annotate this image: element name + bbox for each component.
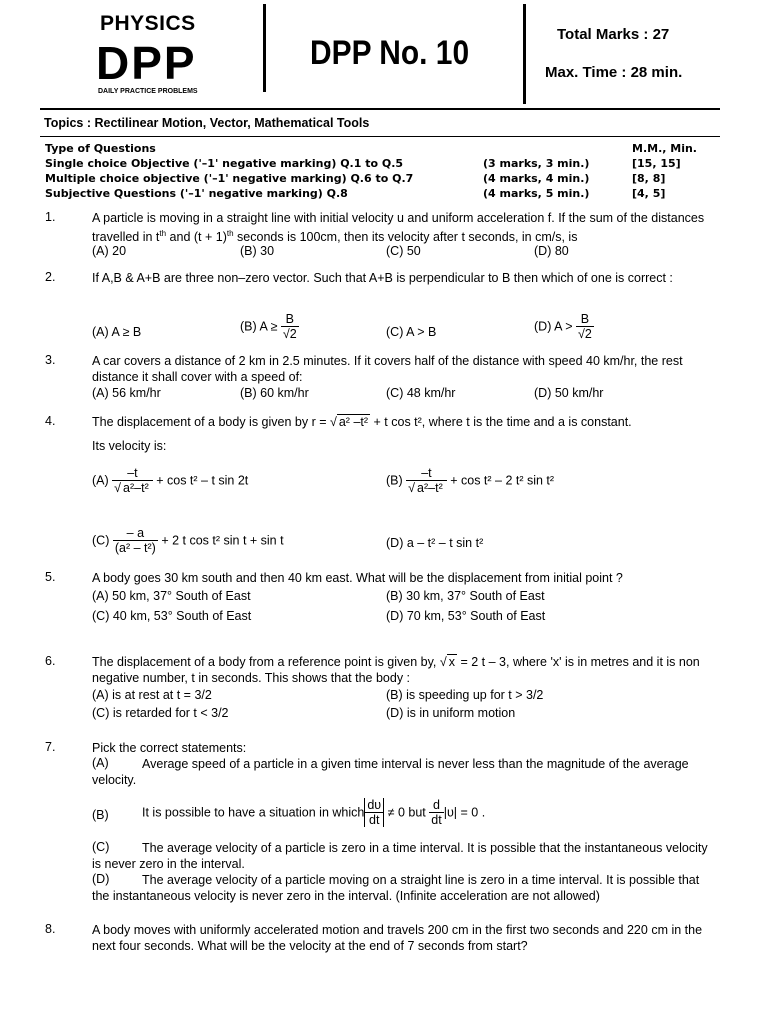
q7-statement-a: Average speed of a particle in a given time interval is never less than the magnitude of the average velocity. [92,757,689,787]
q4-option-d: (D) a – t² – t sin t² [386,536,484,550]
question-4-text-line2: Its velocity is: [92,439,167,453]
question-7-text: Pick the correct statements: [92,741,247,755]
q2-option-c: (C) A > B [386,325,437,339]
question-number: 1. [45,210,56,224]
brand-logo: DPP [96,37,197,89]
q3-option-c: (C) 48 km/hr [386,386,456,400]
question-number: 2. [45,270,56,284]
type-table-head-mm: M.M., Min. [632,142,697,155]
question-3-text: A car covers a distance of 2 km in 2.5 minutes. If it covers half of the distance with speed 40 km/hr, the rest distance it shall cover with a speed of: [92,354,683,384]
q2-option-b: (B) A ≥ $\frac{B}{√2}$ [240,312,297,341]
q3-option-a: (A) 56 km/hr [92,386,161,400]
q6-option-a: (A) is at rest at t = 3/2 [92,688,212,702]
q5-option-d: (D) 70 km, 53° South of East [386,609,546,623]
type-table-head: Type of Questions [45,142,156,155]
q7-statement-b-label: (B) [92,808,109,822]
q3-option-b: (B) 60 km/hr [240,386,309,400]
topics-line: Topics : Rectilinear Motion, Vector, Mathematical Tools [44,116,370,130]
header-divider-left [263,4,266,92]
question-number: 4. [45,414,56,428]
question-5-text: A body goes 30 km south and then 40 km east. What will be the displacement from initial point ? [92,571,623,585]
q5-option-a: (A) 50 km, 37° South of East [92,589,251,603]
q6-option-d: (D) is in uniform motion [386,706,516,720]
question-number: 5. [45,570,56,584]
header-divider-right [523,4,526,104]
q1-option-b: (B) 30 [240,244,275,258]
q6-option-b: (B) is speeding up for t > 3/2 [386,688,544,702]
type-row-label: Multiple choice objective ('–1' negative marking) Q.6 to Q.7 [45,172,414,185]
q1-option-c: (C) 50 [386,244,421,258]
q2-option-d: (D) A > $\frac{B}{√2}$ [534,312,592,341]
q7-statement-d-label: (D) [92,872,110,886]
dpp-number: DPP No. 10 [310,34,470,72]
q2-option-a: (A) A ≥ B [92,325,142,339]
header-rule [40,108,720,110]
q3-option-d: (D) 50 km/hr [534,386,604,400]
question-number: 7. [45,740,56,754]
q7-statement-c: The average velocity of a particle is zero in a time interval. It is possible that the instantaneous velocity is never zero in the interval. [92,841,708,871]
type-row-label: Single choice Objective ('–1' negative marking) Q.1 to Q.5 [45,157,404,170]
q5-option-c: (C) 40 km, 53° South of East [92,609,252,623]
q1-option-a: (A) 20 [92,244,127,258]
topics-rule [40,136,720,137]
q7-statement-a-label: (A) [92,756,109,770]
q4-option-a: (A) $\frac{-t}{\text{√ a²–t²}}$ + cos t² – t sin 2t [92,466,249,495]
brand-subtitle: DAILY PRACTICE PROBLEMS [98,88,198,95]
max-time: Max. Time : 28 min. [545,64,683,81]
question-number: 6. [45,654,56,668]
type-row-mm: [4, 5] [632,187,666,200]
question-8-text: A body moves with uniformly accelerated motion and travels 200 cm in the first two seconds and 220 cm in the next four seconds. What will be the velocity at the end of 7 seconds from start? [92,923,703,953]
q4-option-c: (C) $\frac{- a}{\text{(a² – t²)}}$ + 2 t cos t² sin t + sin t [92,526,284,555]
type-row-mm: [15, 15] [632,157,681,170]
question-2-text: If A,B & A+B are three non–zero vector. Such that A+B is perpendicular to B then which of one is correct : [92,271,673,285]
q6-option-c: (C) is retarded for t < 3/2 [92,706,229,720]
question-1-text: A particle is moving in a straight line with initial velocity u and uniform acceleration f. If the sum of the distances travelled in $t^{th}$ and $(t + 1)^{th}$ seconds is 100cm, then its velocity after t seconds, in cm/s, is [92,211,705,245]
type-row-marks: (3 marks, 3 min.) [483,157,590,170]
q7-statement-d: The average velocity of a particle moving on a straight line is zero in a time interval. It is possible that the instantaneous velocity is never zero in the interval. (Infinite acceleration are not allowed) [92,873,700,903]
total-marks: Total Marks : 27 [557,26,670,43]
q1-option-d: (D) 80 [534,244,569,258]
subject-title: PHYSICS [100,12,196,35]
question-4-text: The displacement of a body is given by r = √ a² –t² + t cos t², where t is the time and a is constant. [92,415,632,429]
type-row-mm: [8, 8] [632,172,666,185]
question-number: 3. [45,353,56,367]
q7-statement-c-label: (C) [92,840,110,854]
q5-option-b: (B) 30 km, 37° South of East [386,589,545,603]
type-row-marks: (4 marks, 5 min.) [483,187,590,200]
question-number: 8. [45,922,56,936]
type-row-marks: (4 marks, 4 min.) [483,172,590,185]
q7-statement-b: It is possible to have a situation in which $\frac{d\upsilon}{dt}$ ≠ 0 but $\frac{d}{dt}$ |υ| = 0 . [142,798,486,827]
q4-option-b: (B) $\frac{-t}{\text{√ a²–t²}}$ + cos t² – 2 t² sin t² [386,466,555,495]
question-6-text: The displacement of a body from a reference point is given by, √ x = 2 t – 3, where 'x' is in metres and it is non negative number, t in seconds. This shows that the body : [92,655,700,685]
type-row-label: Subjective Questions ('–1' negative marking) Q.8 [45,187,348,200]
